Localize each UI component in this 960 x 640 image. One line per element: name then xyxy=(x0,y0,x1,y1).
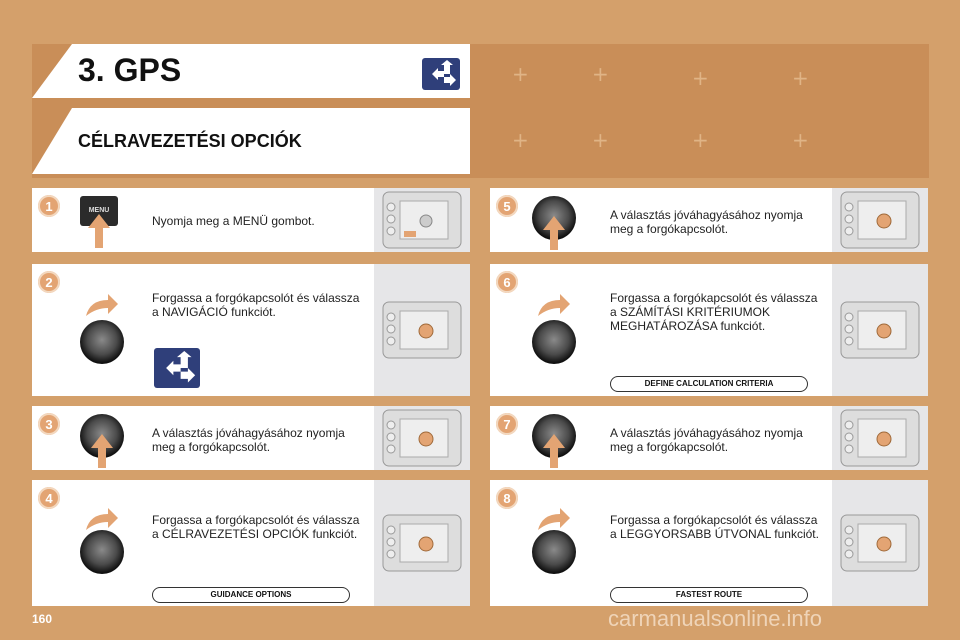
step-text: A választás jóváhagyásához nyomja meg a forgókapcsolót. xyxy=(610,208,803,236)
step-1 xyxy=(32,188,470,252)
press-arrow-icon xyxy=(88,214,110,248)
step-text: Forgassa a forgókapcsolót és válassza a SZÁMÍTÁSI KRITÉRIUMOK MEGHATÁROZÁSA funkciót. xyxy=(610,291,818,333)
step-5 xyxy=(490,188,928,252)
menu-label: GUIDANCE OPTIONS xyxy=(152,587,350,603)
page-title: 3. GPS xyxy=(78,52,182,88)
radio-unit-icon xyxy=(382,191,462,249)
radio-panel xyxy=(832,406,928,470)
watermark: carmanualsonline.info xyxy=(608,606,823,631)
rotary-knob-icon xyxy=(532,320,576,364)
step-number: 5 xyxy=(496,195,518,217)
menu-label: FASTEST ROUTE xyxy=(610,587,808,603)
step-text: A választás jóváhagyásához nyomja meg a forgókapcsolót. xyxy=(610,426,803,454)
radio-unit-icon xyxy=(840,191,920,249)
map-plus-icon: + xyxy=(592,62,609,86)
menu-button-icon: MENU xyxy=(80,196,118,226)
step-text: Forgassa a forgókapcsolót és válassza a LEGGYORSABB ÚTVONAL funkciót. xyxy=(610,513,819,541)
rotary-knob-icon xyxy=(532,530,576,574)
step-number: 4 xyxy=(38,487,60,509)
nav-arrows-icon xyxy=(154,348,200,388)
step-6 xyxy=(490,264,928,396)
step-text: Forgassa a forgókapcsolót és válassza a CÉLRAVEZETÉSI OPCIÓK funkciót. xyxy=(152,513,360,541)
radio-panel xyxy=(374,406,470,470)
rotate-arrow-icon xyxy=(536,292,572,316)
press-arrow-icon xyxy=(91,434,113,468)
step-number: 6 xyxy=(496,271,518,293)
step-text: Nyomja meg a MENÜ gombot. xyxy=(152,214,315,228)
map-plus-icon: + xyxy=(692,128,709,152)
step-number: 3 xyxy=(38,413,60,435)
step-number: 8 xyxy=(496,487,518,509)
map-plus-icon: + xyxy=(692,66,709,90)
step-3 xyxy=(32,406,470,470)
section-title: CÉLRAVEZETÉSI OPCIÓK xyxy=(78,131,302,151)
step-number: 7 xyxy=(496,413,518,435)
radio-unit-icon xyxy=(840,514,920,572)
radio-panel xyxy=(832,480,928,606)
map-plus-icon: + xyxy=(792,128,809,152)
menu-label: DEFINE CALCULATION CRITERIA xyxy=(610,376,808,392)
rotary-knob-icon xyxy=(80,320,124,364)
radio-unit-icon xyxy=(382,409,462,467)
step-number: 2 xyxy=(38,271,60,293)
step-text: A választás jóváhagyásához nyomja meg a forgókapcsolót. xyxy=(152,426,345,454)
map-plus-icon: + xyxy=(512,128,529,152)
map-plus-icon: + xyxy=(592,128,609,152)
radio-unit-icon xyxy=(382,301,462,359)
radio-panel xyxy=(374,264,470,396)
step-number: 1 xyxy=(38,195,60,217)
map-plus-icon: + xyxy=(512,62,529,86)
radio-panel xyxy=(374,188,470,252)
page-number: 160 xyxy=(32,612,53,626)
step-8 xyxy=(490,480,928,606)
step-4 xyxy=(32,480,470,606)
rotate-arrow-icon xyxy=(84,506,120,530)
step-2 xyxy=(32,264,470,396)
press-arrow-icon xyxy=(543,434,565,468)
step-7 xyxy=(490,406,928,470)
step-text: Forgassa a forgókapcsolót és válassza a NAVIGÁCIÓ funkciót. xyxy=(152,291,360,319)
rotary-knob-icon xyxy=(80,530,124,574)
radio-panel xyxy=(832,264,928,396)
radio-panel xyxy=(832,188,928,252)
rotate-arrow-icon xyxy=(536,506,572,530)
press-arrow-icon xyxy=(543,216,565,250)
rotate-arrow-icon xyxy=(84,292,120,316)
radio-unit-icon xyxy=(840,409,920,467)
nav-arrows-icon xyxy=(422,58,460,90)
map-plus-icon: + xyxy=(792,66,809,90)
radio-panel xyxy=(374,480,470,606)
radio-unit-icon xyxy=(840,301,920,359)
radio-unit-icon xyxy=(382,514,462,572)
